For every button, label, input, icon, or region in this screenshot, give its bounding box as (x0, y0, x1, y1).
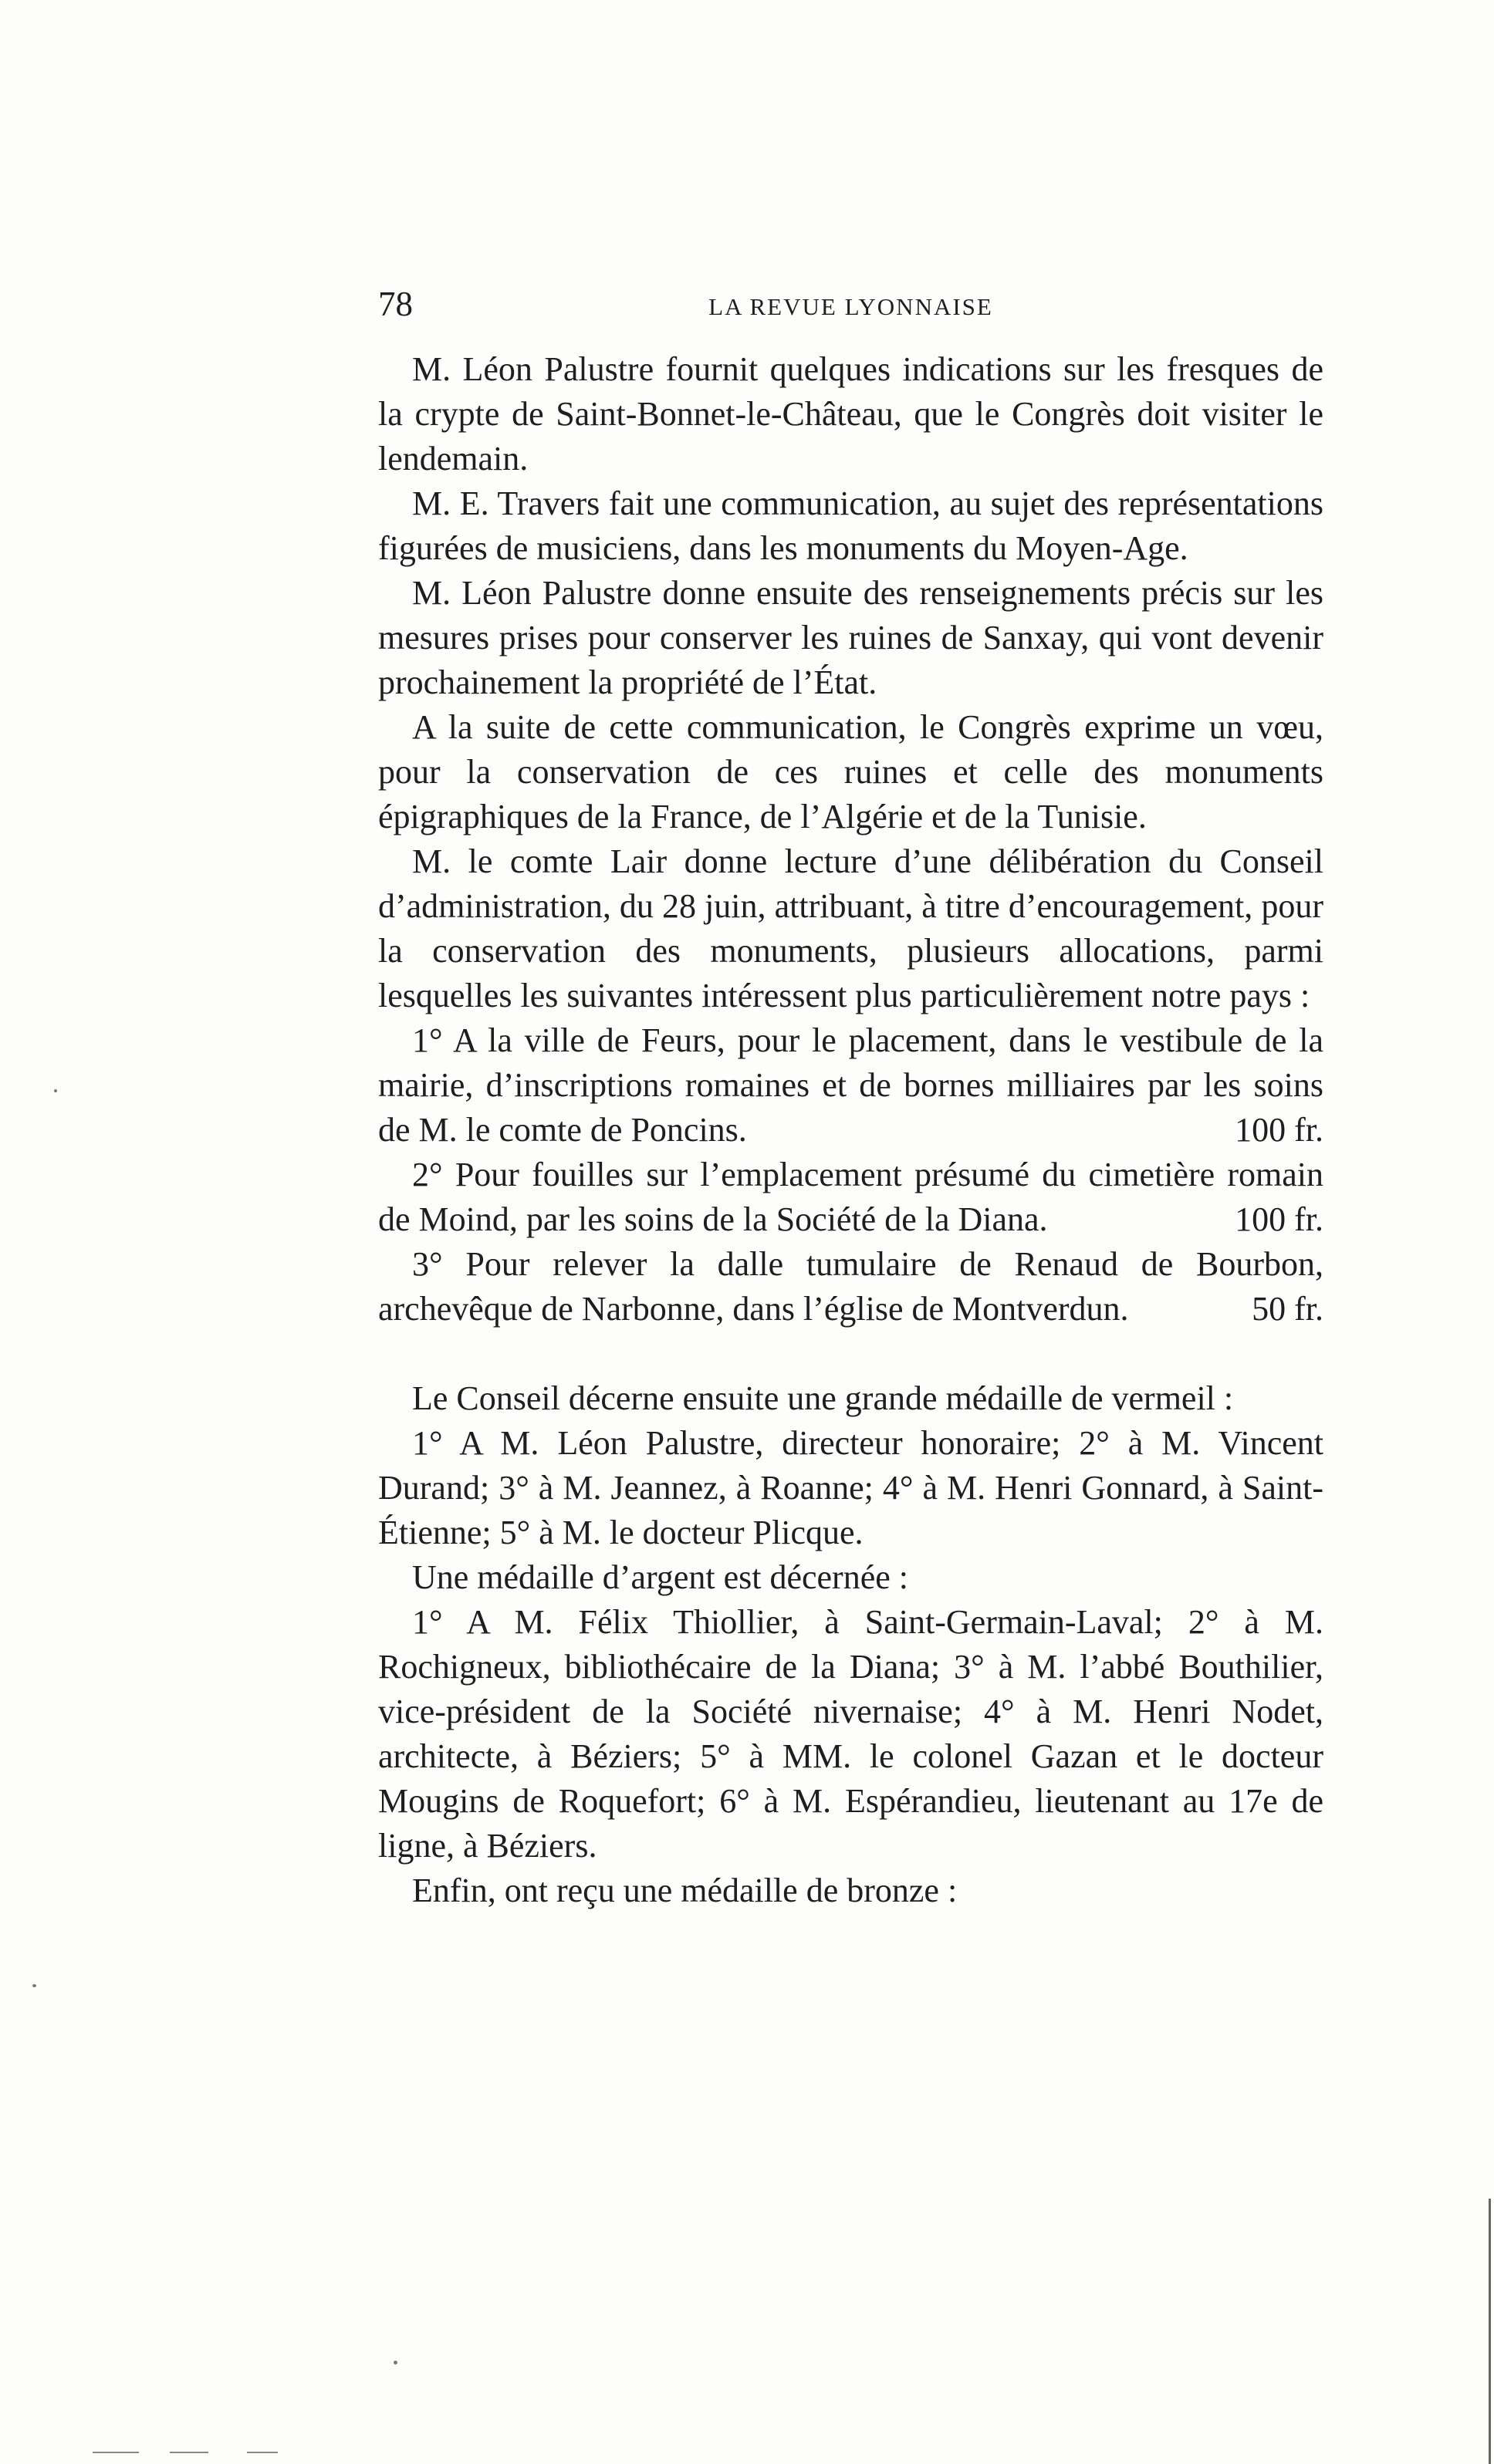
allocation-text: 3° Pour relever la dalle tumulaire de Renaud de Bourbon, archevêque de Narbonne, dans l’église de Montverdun. (378, 1245, 1323, 1328)
argent-list: 1° A M. Félix Thiollier, à Saint-Germain-Laval; 2° à M. Rochigneux, bibliothécaire de la Diana; 3° à M. l’abbé Bouthilier, vice-président de la Société nivernaise; 4° à M. Henri Nodet, architecte, à Béziers; 5° à MM. le colonel Gazan et le docteur Mougins de Roquefort; 6° à M. Espérandieu, lieutenant au 17e de ligne, à Béziers. (378, 1603, 1323, 1865)
scan-speck (32, 1984, 36, 1987)
scan-speck (54, 1089, 57, 1092)
scan-dash (247, 2452, 278, 2453)
vermeil-list: 1° A M. Léon Palustre, directeur honoraire; 2° à M. Vincent Durand; 3° à M. Jeannez, à Roanne; 4° à M. Henri Gonnard, à Saint-Étienne; 5° à M. le docteur Plicque. (378, 1424, 1323, 1551)
bronze-intro: Enfin, ont reçu une médaille de bronze : (412, 1872, 958, 1909)
allocation-amount: 100 fr. (1235, 1111, 1323, 1149)
scan-edge-line (1489, 2199, 1491, 2464)
page-number: 78 (378, 285, 413, 323)
paragraph: M. E. Travers fait une communication, au sujet des représentations figurées de musiciens, dans les monuments du Moyen-Age. (378, 484, 1323, 567)
allocation-item (378, 1242, 1323, 1332)
paragraph: M. Léon Palustre donne ensuite des renseignements précis sur les mesures prises pour conserver les ruines de Sanxay, qui vont devenir prochainement la propriété de l’État. (378, 574, 1323, 701)
page-header (378, 284, 1323, 330)
allocation-item (378, 1018, 1323, 1153)
allocation-text: 1° A la ville de Feurs, pour le placement, dans le vestibule de la mairie, d’inscriptions romaines et de bornes milliaires par les soins de M. le comte de Poncins. (378, 1021, 1323, 1149)
paragraph: A la suite de cette communication, le Congrès exprime un vœu, pour la conservation de ces ruines et celle des monuments épigraphiques de la France, de l’Algérie et de la Tunisie. (378, 708, 1323, 835)
scan-dash (170, 2452, 208, 2453)
paragraph: M. Léon Palustre fournit quelques indications sur les fresques de la crypte de Saint-Bonnet-le-Château, que le Congrès doit visiter le lendemain. (378, 350, 1323, 478)
body-text (378, 347, 1323, 1913)
allocation-text: 2° Pour fouilles sur l’emplacement présumé du cimetière romain de Moind, par les soins de la Société de la Diana. (378, 1156, 1323, 1238)
vermeil-intro: Le Conseil décerne ensuite une grande médaille de vermeil : (412, 1379, 1234, 1417)
scan-speck (394, 2361, 397, 2364)
argent-intro: Une médaille d’argent est décernée : (412, 1558, 908, 1596)
paragraph: M. le comte Lair donne lecture d’une délibération du Conseil d’administration, du 28 juin, attribuant, à titre d’encouragement, pour la conservation des monuments, plusieurs allocations, parmi lesquelles les suivantes intéressent plus particulièrement notre pays : (378, 842, 1323, 1014)
allocation-amount: 50 fr. (1252, 1290, 1323, 1328)
scan-dash (93, 2452, 139, 2453)
running-title: LA REVUE LYONNAISE (708, 293, 993, 320)
allocation-item (378, 1153, 1323, 1242)
allocation-amount: 100 fr. (1235, 1200, 1323, 1238)
